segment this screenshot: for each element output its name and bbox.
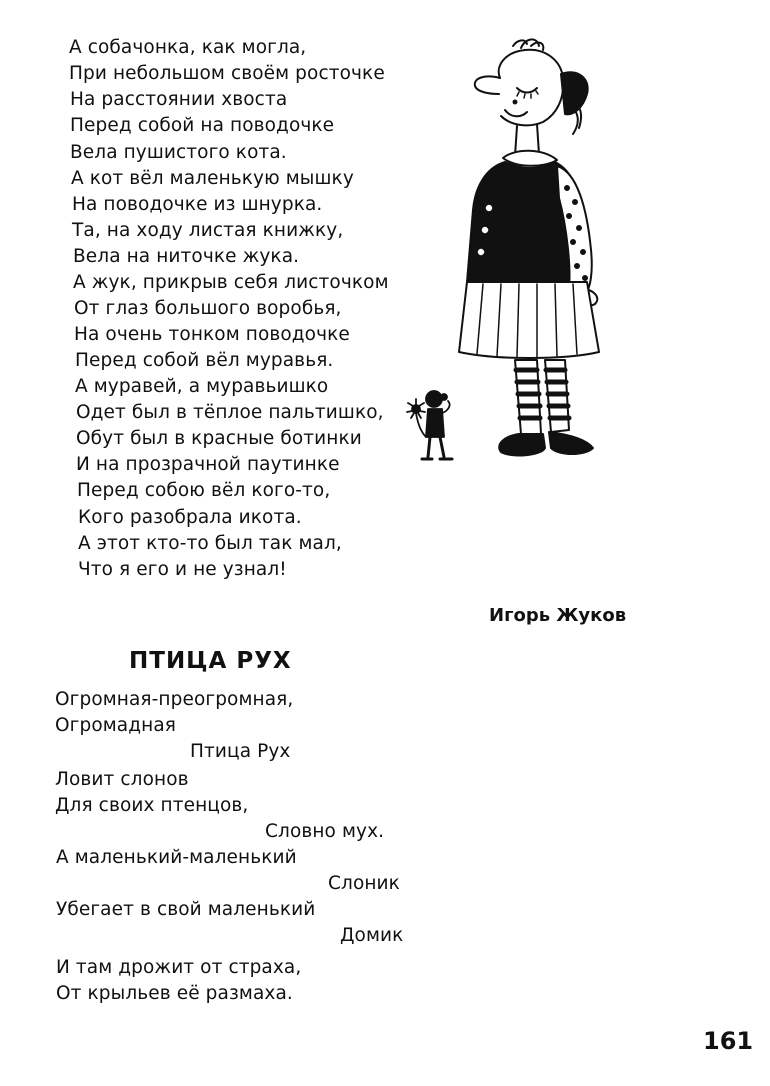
poem-2-line: Убегает в свой маленький — [56, 899, 316, 920]
poem-1-line: Кого разобрала икота. — [78, 507, 302, 528]
poem-1-line: Та, на ходу листая книжку, — [72, 220, 344, 241]
poem-1-line: На очень тонком поводочке — [74, 324, 350, 345]
poem-2-line: Огромадная — [55, 715, 176, 736]
poem-1-line: А этот кто-то был так мал, — [78, 533, 342, 554]
poem-2-line: Огромная-преогромная, — [55, 689, 294, 710]
poem-2-line: Словно мух. — [265, 821, 385, 842]
poem-2-line: А маленький-маленький — [56, 847, 297, 868]
poem-1-line: Вела на ниточке жука. — [73, 246, 300, 267]
poem-1-line: Одет был в тёплое пальтишко, — [76, 402, 384, 423]
poem-2-line: Птица Рух — [190, 741, 291, 762]
poem-1-line: А кот вёл маленькую мышку — [71, 168, 354, 189]
author-name: Игорь Жуков — [489, 605, 627, 626]
poem-1-line: А муравей, а муравьишко — [75, 376, 329, 397]
poem-1-line: При небольшом своём росточке — [69, 63, 385, 84]
poem-1-line: А жук, прикрыв себя листочком — [73, 272, 389, 293]
small-figure-with-flower-illustration — [404, 385, 464, 465]
poem-2-line: Слоник — [328, 873, 400, 894]
poem-2-title: ПТИЦА РУХ — [129, 648, 292, 674]
poem-2-line: Домик — [340, 925, 404, 946]
poem-1-line: Вела пушистого кота. — [70, 142, 287, 163]
poem-1-line: Обут был в красные ботинки — [76, 428, 362, 449]
poem-1-line: Перед собой на поводочке — [70, 115, 335, 136]
poem-1-line: На поводочке из шнурка. — [72, 194, 323, 215]
poem-1-line: От глаз большого воробья, — [74, 298, 342, 319]
poem-1-line: Перед собой вёл муравья. — [75, 350, 334, 371]
poem-2-line: И там дрожит от страха, — [56, 957, 302, 978]
page-number: 161 — [703, 1027, 754, 1055]
poem-2-line: От крыльев её размаха. — [56, 983, 293, 1004]
poem-1-line: И на прозрачной паутинке — [76, 454, 340, 475]
poem-2-line: Ловит слонов — [55, 769, 189, 790]
poem-1-line: Перед собою вёл кого-то, — [77, 480, 331, 501]
poem-2-line: Для своих птенцов, — [55, 795, 249, 816]
girl-illustration — [445, 38, 615, 468]
poem-1-line: А собачонка, как могла, — [69, 37, 307, 58]
poem-1-line: На расстоянии хвоста — [70, 89, 288, 110]
poem-1-line: Что я его и не узнал! — [78, 559, 287, 580]
